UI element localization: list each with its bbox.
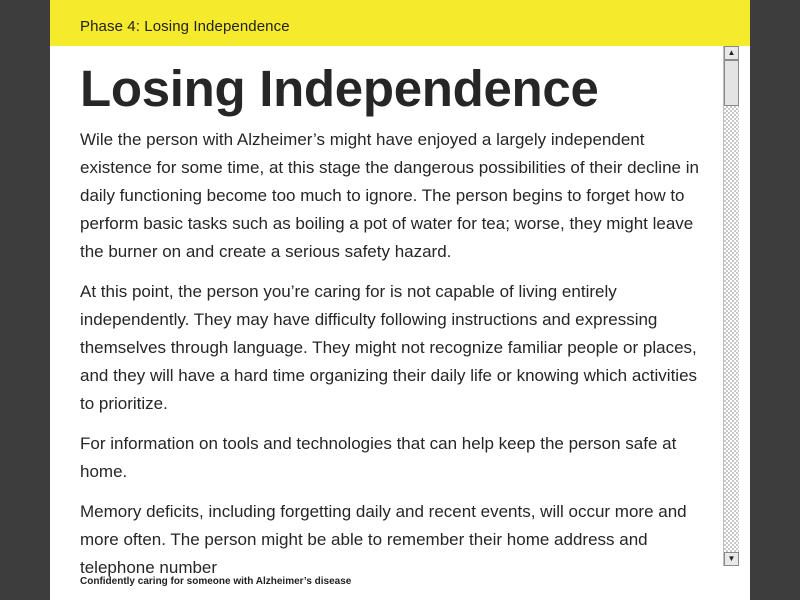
paragraph-4: Memory deficits, including forgetting daily and recent events, will occur more and more often. The person might be able to remember their home address and telephone number [80,502,687,577]
paragraph-2: At this point, the person you’re caring for is not capable of living entirely independently. They may have difficulty following instructions and expressing themselves through language. They might not recognize familiar people or places, and they will have a hard time organizing their daily life or knowing which activities to prioritize. [80,282,698,413]
scroll-down-button[interactable] [724,552,739,566]
phase-title: Phase 4: Losing Independence [80,18,290,35]
article-content [80,58,710,577]
scroll-up-button[interactable] [724,46,739,60]
paragraph-3: For information on tools and technologies that can help keep the person safe at home. [80,434,677,481]
triangle-up-icon: ▲ [727,48,736,57]
footer-text: Confidently caring for someone with Alzheimer’s disease [80,576,352,587]
paragraph-1: Wile the person with Alzheimer’s might have enjoyed a largely independent existence for some time, at this stage the dangerous possibilities of their decline in daily functioning become too much to ignore. The person begins to forget how to perform basic tasks such as boiling a pot of water for tea; worse, they might leave the burner on and create a serious safety hazard. [80,130,699,261]
page [50,0,750,600]
header-bar [50,0,750,46]
page-title: Losing Independence [80,60,599,117]
scrollbar-thumb[interactable] [724,60,739,106]
vertical-scrollbar[interactable] [723,46,739,566]
triangle-down-icon: ▼ [727,554,736,563]
